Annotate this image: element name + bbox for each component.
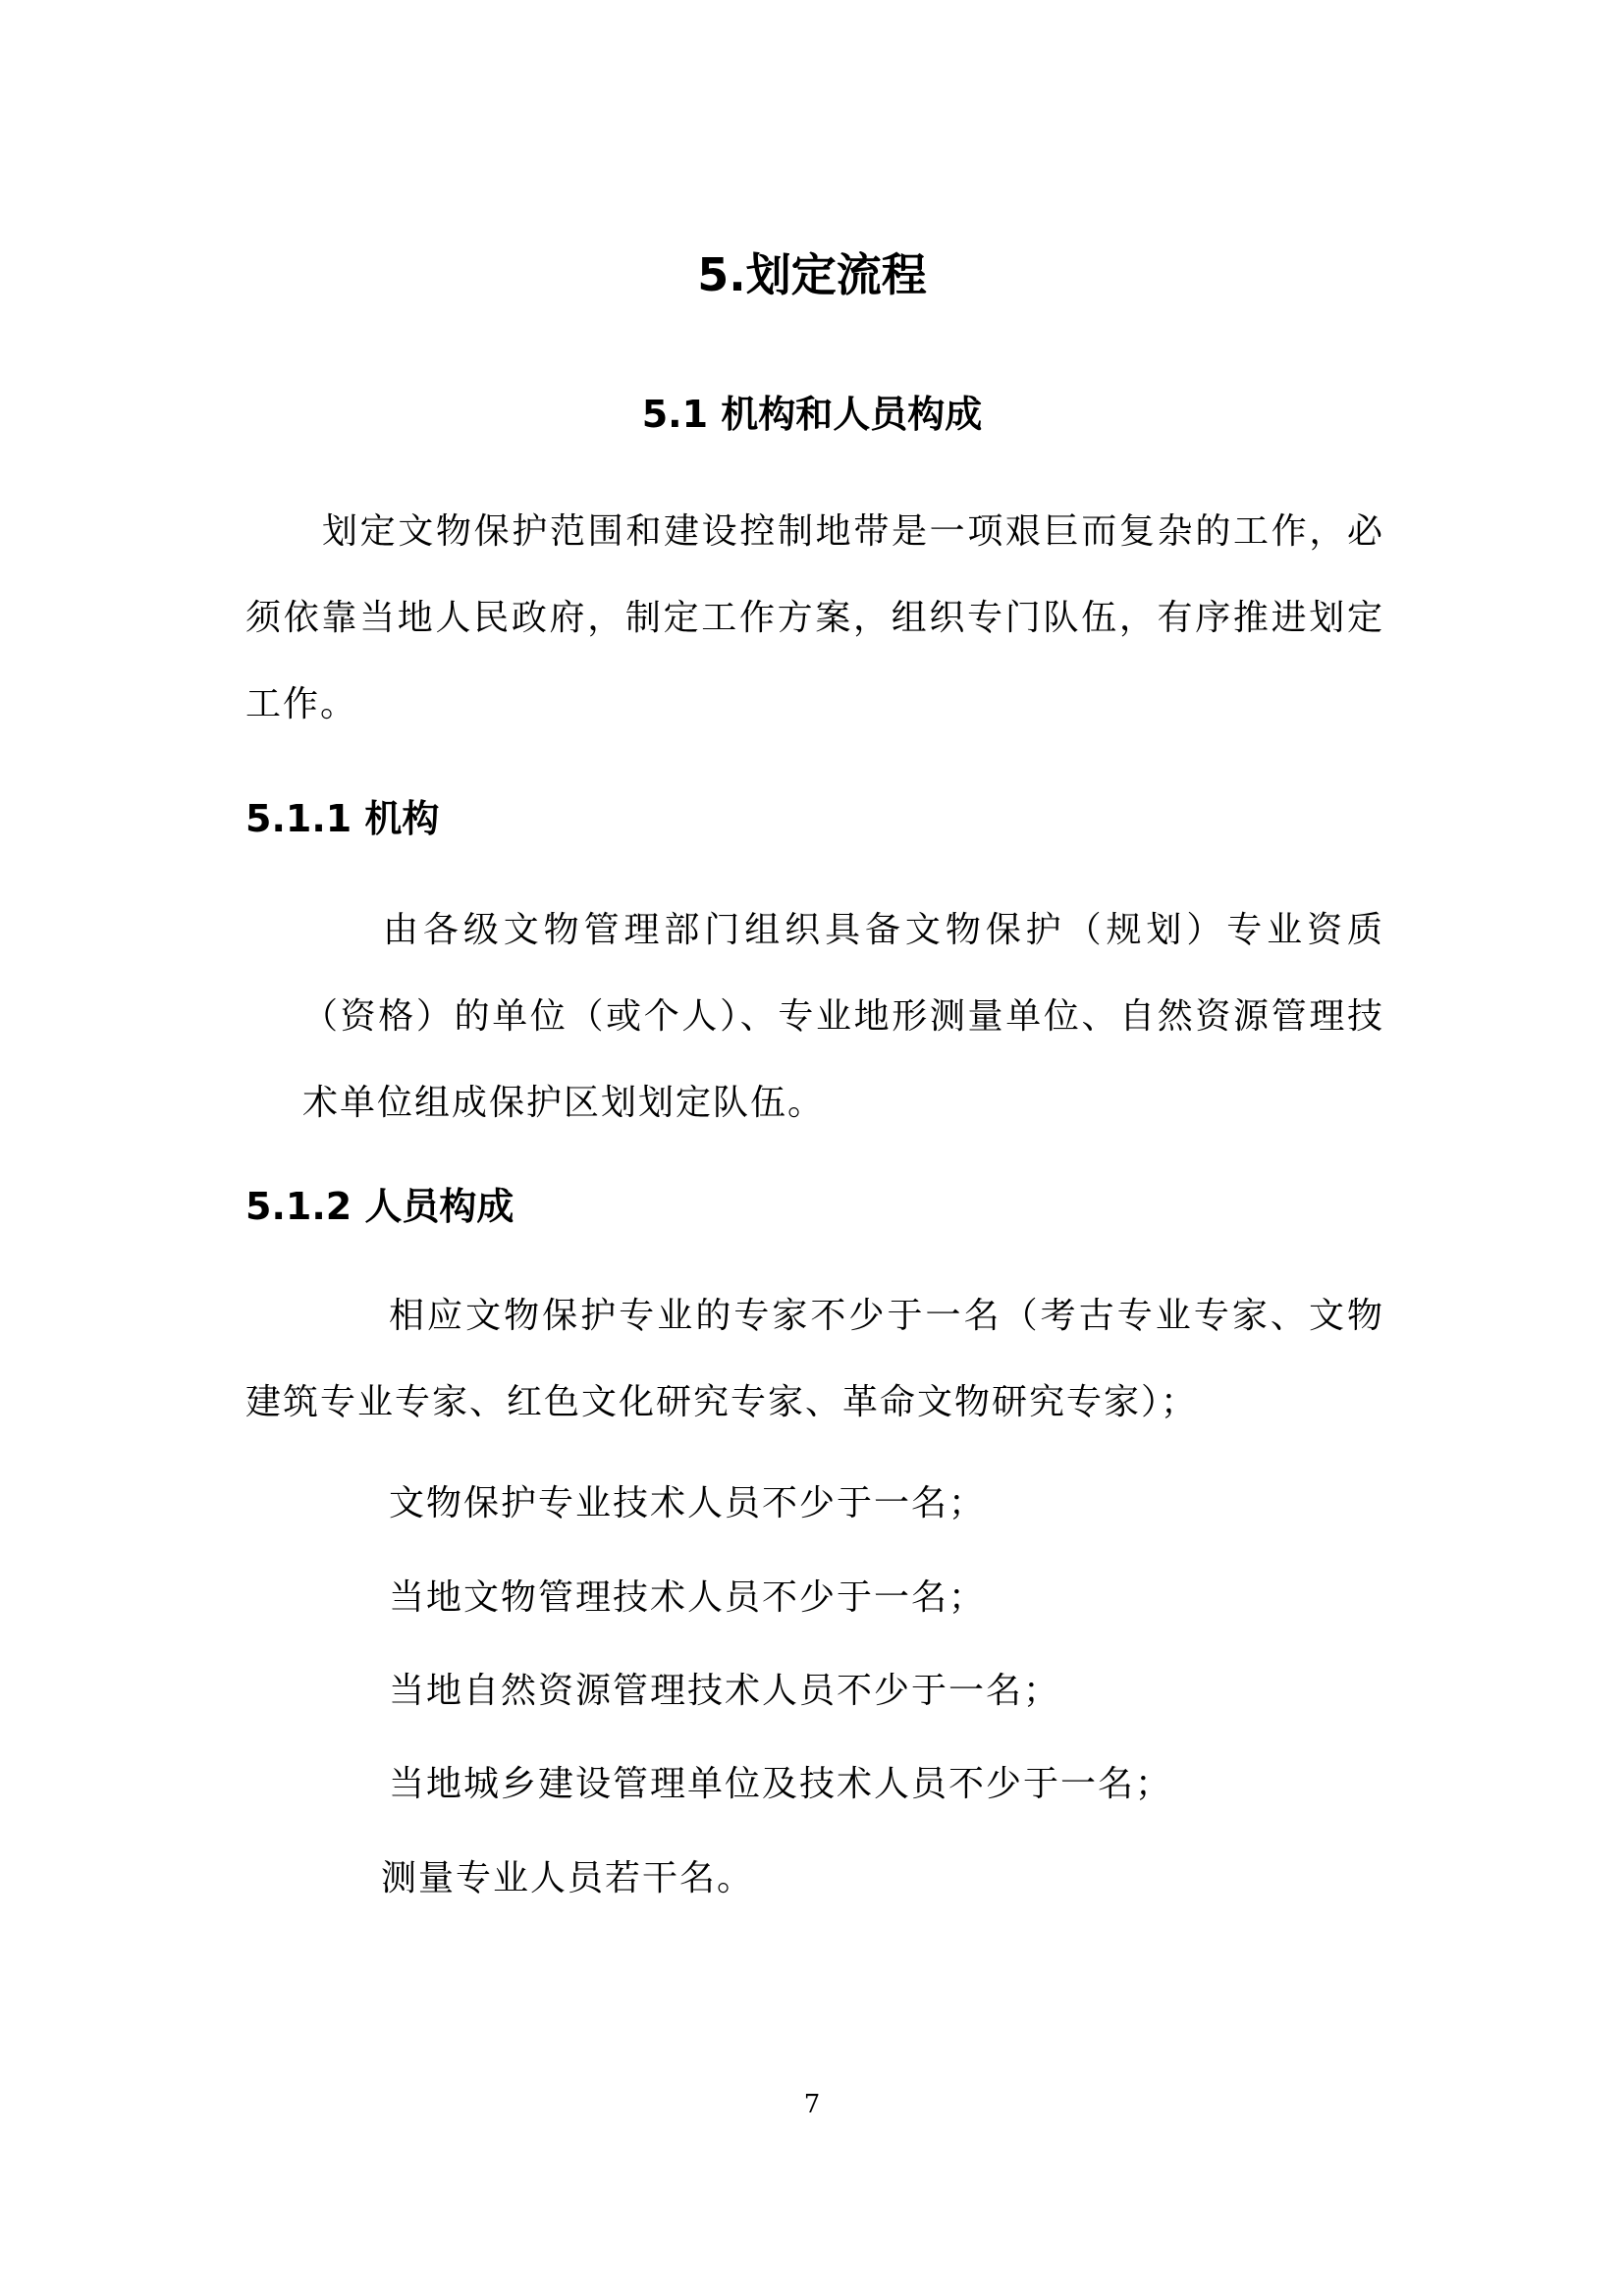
personnel-paragraph: 相应文物保护专业的专家不少于一名（考古专业专家、文物建筑专业专家、红色文化研究专家、革命文物研究专家）；: [245, 1296, 1384, 1422]
personnel-item: 文物保护专业技术人员不少于一名；: [389, 1483, 987, 1523]
organization-paragraph: 由各级文物管理部门组织具备文物保护（规划）专业资质（资格）的单位（或个人）、专业地形测量单位、自然资源管理技术单位组成保护区划划定队伍。: [302, 910, 1384, 1123]
section-title: 5.1 机构和人员构成: [641, 393, 983, 436]
personnel-item: 测量专业人员若干名。: [381, 1858, 755, 1898]
personnel-item: 当地文物管理技术人员不少于一名；: [389, 1577, 987, 1618]
personnel-item: 当地城乡建设管理单位及技术人员不少于一名；: [389, 1764, 1173, 1804]
chapter-title: 5.划定流程: [697, 248, 927, 301]
subsection-title-organization: 5.1.1 机构: [245, 797, 440, 840]
subsection-title-personnel: 5.1.2 人员构成: [245, 1185, 514, 1228]
page-number: 7: [803, 2090, 821, 2119]
personnel-item: 当地自然资源管理技术人员不少于一名；: [389, 1671, 1061, 1711]
section-intro-paragraph: 划定文物保护范围和建设控制地带是一项艰巨而复杂的工作，必须依靠当地人民政府，制定工作方案，组织专门队伍，有序推进划定工作。: [245, 511, 1384, 724]
